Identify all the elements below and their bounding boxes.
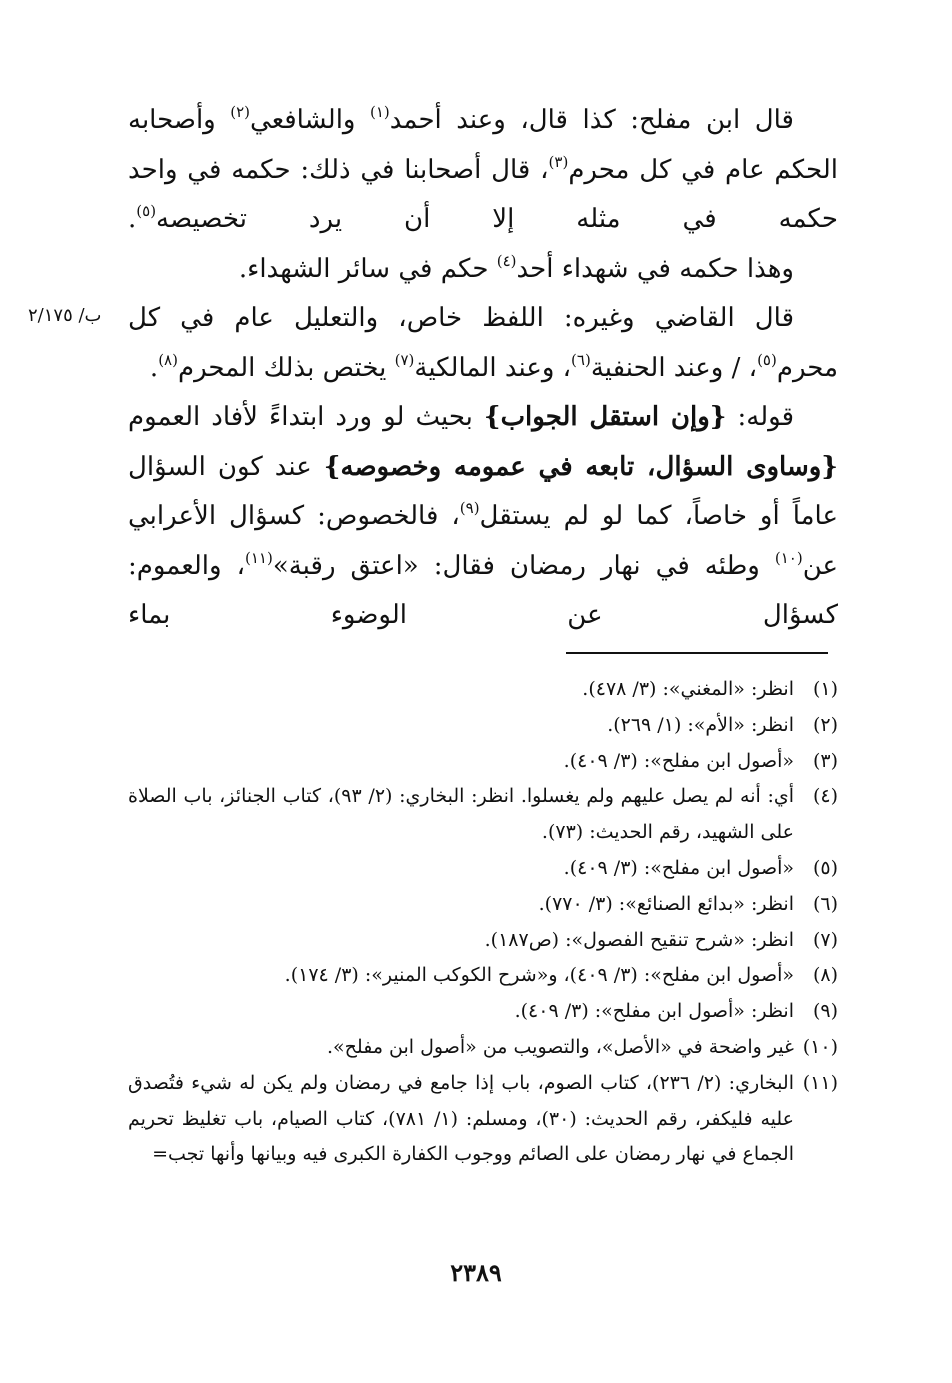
footnote-text: «أصول ابن مفلح»: (٣/ ٤٠٩). [563,856,794,879]
footnote-text: البخاري: (٢/ ٢٣٦)، كتاب الصوم، باب إذا جامع في رمضان ولم يكن له شيء فتُصدق عليه فليكفر، رقم الحديث: (٣٠)، ومسلم: (١/ ٧٨١)، كتاب الصيام، باب تغليظ تحريم الجماع في نهار رمضان على الصائم ووجوب الكفارة الكبرى فيه وبيانها وأنها تجب= [128,1071,794,1166]
paragraph-1-text-4: ، قال أصحابنا في ذلك: حكمه في واحد حكمه في مثله إلا أن يرد تخصيصه [128,154,838,234]
footnote-text: انظر: «المغني»: (٣/ ٤٧٨). [582,678,794,700]
footnote-3 [128,744,838,780]
footnote-4 [128,779,838,851]
paragraph-4-text-1: قوله: [726,402,794,432]
footnote-ref-10[interactable]: (١٠) [774,548,803,567]
footnote-ref-6[interactable]: (٦) [571,350,591,369]
footnote-1 [128,672,838,708]
footnote-text: انظر: «أصول ابن مفلح»: (٣/ ٤٠٩). [514,1000,794,1023]
page-number: ٢٣٨٩ [450,1258,502,1287]
paragraph-3-text-2: ، / وعند الحنفية [590,352,758,383]
footnote-text: انظر: «الأم»: (١/ ٢٦٩). [607,713,794,736]
footnote-ref-9[interactable]: (٩) [459,499,480,517]
footnote-number: (٩) [812,1000,838,1023]
paragraph-4-text-5: وطئه في نهار رمضان فقال: «اعتق رقبة» [272,550,775,581]
paragraph-1-text-2: والشافعي [250,105,370,135]
paragraph-1-text-3: وأصحابه الحكم عام في كل محرم [128,105,838,185]
paragraph-3 [128,294,838,393]
footnote-number: (٧) [812,928,838,951]
paragraph-4-text-4: ، فالخصوص: كسؤال الأعرابي عن [128,501,838,581]
footnote-ref-2[interactable]: (٢) [230,103,251,121]
footnote-number: (١) [812,678,838,700]
footnote-text: أي: أنه لم يصل عليهم ولم يغسلوا. انظر: البخاري: (٢/ ٩٣)، كتاب الجنائز، باب الصلاة على الشهيد، رقم الحديث: (٧٣). [128,785,795,844]
footnote-number: (٣) [812,749,838,772]
manuscript-folio-note: ب/ ٢/١٧٥ [28,305,102,326]
paragraph-4 [128,393,838,641]
paragraph-1-text-1: قال ابن مفلح: كذا قال، وعند أحمد [389,105,794,135]
paragraph-2 [128,245,838,295]
matn-quote-1: {وإن استقل الجواب} [483,402,727,432]
paragraph-3-text-4: يختص بذلك المحرم [177,352,395,383]
footnote-number: (٦) [812,892,838,915]
paragraph-4-text-2: بحيث لو ورد ابتداءً لأفاد العموم [128,402,484,432]
paragraph-1 [128,96,838,245]
footnote-6 [128,887,838,923]
footnote-8 [128,958,838,994]
footnote-ref-5a[interactable]: (٥) [136,202,157,220]
footnote-5 [128,851,838,887]
paragraph-1-text-5: . [128,204,137,234]
footnote-text: انظر: «بدائع الصنائع»: (٣/ ٧٧٠). [538,892,794,915]
paragraph-2-text-2: حكم في سائر الشهداء. [238,253,497,284]
footnote-7 [128,923,838,959]
paragraph-4-text-3: عند كون السؤال عاماً أو خاصاً، كما لو لم يستقل [128,451,838,531]
footnote-ref-8[interactable]: (٨) [158,350,178,369]
footnotes [128,672,838,1173]
footnote-2 [128,708,838,744]
main-text [128,96,838,641]
footnote-ref-11[interactable]: (١١) [244,548,273,567]
footnote-text: غير واضحة في «الأصل»، والتصويب من «أصول ابن مفلح». [327,1035,794,1058]
footnote-ref-1[interactable]: (١) [370,103,390,121]
paragraph-4-text-6: ، والعموم: كسؤال عن الوضوء بماء [128,550,838,630]
paragraph-2-text-1: وهذا حكمه في شهداء أحد [516,253,794,284]
footnote-text: «أصول ابن مفلح»: (٣/ ٤٠٩)، و«شرح الكوكب المنير»: (٣/ ١٧٤). [284,964,794,987]
footnote-ref-3[interactable]: (٣) [548,152,569,171]
paragraph-3-text-1: قال القاضي وغيره: اللفظ خاص، والتعليل عام في كل محرم [128,303,838,383]
footnote-ref-5b[interactable]: (٥) [757,350,777,369]
footnote-text: انظر: «شرح تنقيح الفصول»: (ص١٨٧). [484,928,794,951]
footnote-number: (١٠) [802,1035,838,1058]
matn-quote-2: {وساوى السؤال، تابعه في عمومه وخصوصه} [323,451,839,482]
footnote-10 [128,1030,838,1066]
footnote-number: (٢) [812,713,838,736]
footnote-number: (٥) [812,856,838,879]
footnote-ref-4[interactable]: (٤) [496,251,517,270]
footnote-number: (٨) [812,964,838,987]
footnote-separator [566,652,828,654]
paragraph-3-text-5: . [149,352,159,383]
footnote-9 [128,994,838,1030]
footnote-text: «أصول ابن مفلح»: (٣/ ٤٠٩). [563,749,794,772]
footnote-number: (٤) [812,785,838,808]
footnote-ref-7[interactable]: (٧) [394,350,415,369]
footnote-number: (١١) [802,1071,838,1094]
paragraph-3-text-3: ، وعند المالكية [414,352,572,383]
footnote-11 [128,1066,838,1173]
